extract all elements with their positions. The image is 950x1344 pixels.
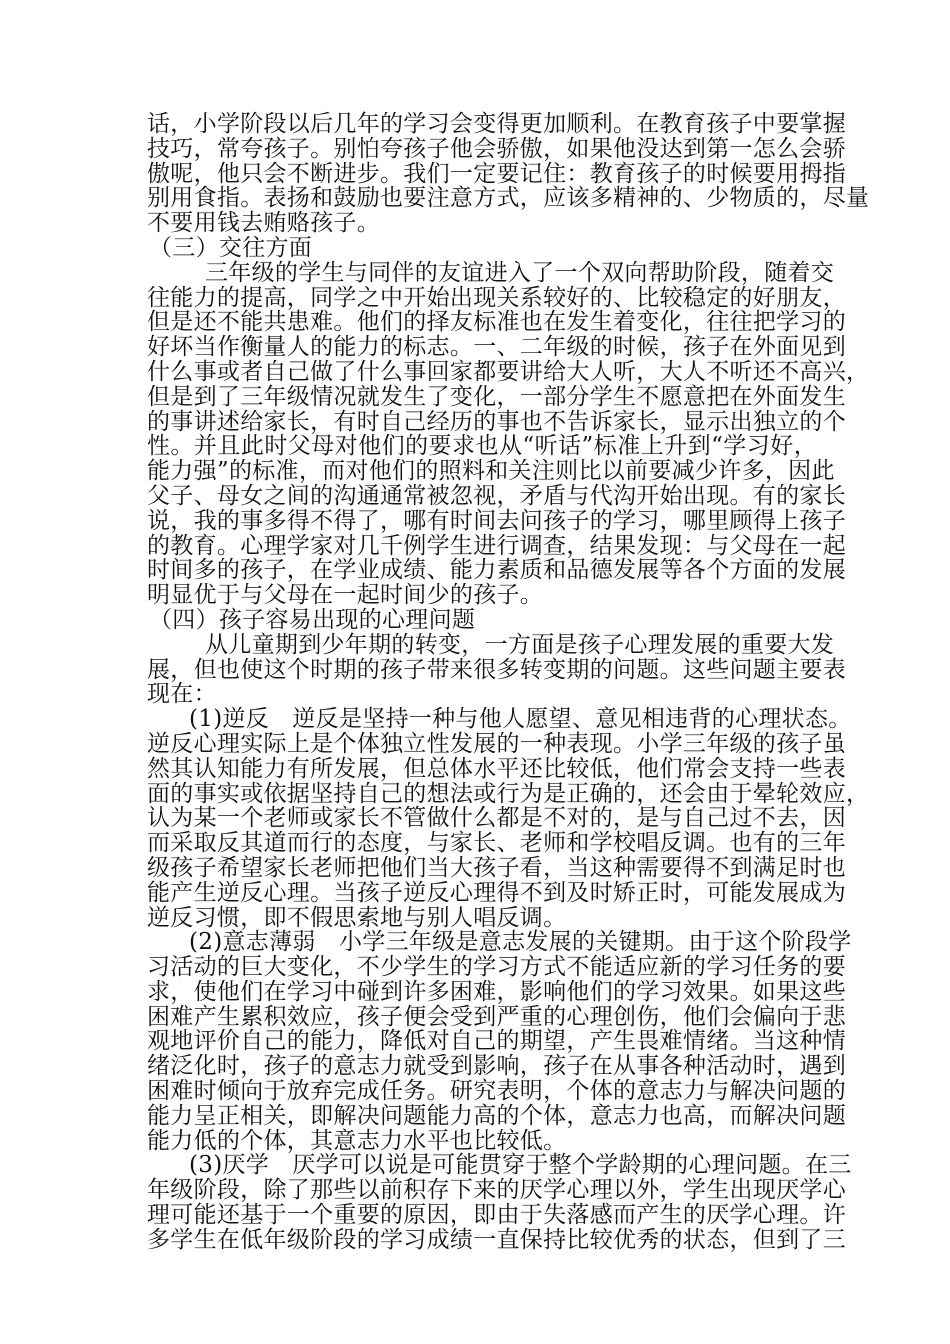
text-line: 话，小学阶段以后几年的学习会变得更加顺利。在教育孩子中要掌握	[147, 111, 846, 137]
para-social	[147, 259, 870, 609]
text-line: 能产生逆反心理。当孩子逆反心理得不到及时矫正时，可能发展成为	[147, 879, 846, 906]
para-rebellion	[147, 706, 870, 931]
text-line: 说，我的事多得不得了，哪有时间去问孩子的学习，哪里顾得上孩子	[147, 507, 846, 534]
text-line: 级孩子希望家长老师把他们当大孩子看，当这种需要得不到满足时也	[147, 854, 846, 881]
text-line: 明显优于与父母在一起时间少的孩子。	[147, 582, 544, 609]
para-school-aversion	[147, 1152, 852, 1253]
text-line: 往能力的提高，同学之中开始出现关系较好的、比较稳定的好朋友，	[147, 284, 846, 311]
text-line: 逆反习惯，即不假思索地与别人唱反调。	[147, 904, 567, 931]
text-line: 习活动的巨大变化，不少学生的学习方式不能适应新的学习任务的要	[147, 954, 846, 981]
heading-psych-problems: （四）孩子容易出现的心理问题	[149, 606, 476, 633]
para-weak-will	[147, 929, 852, 1154]
text-line: 什么事或者自己做了什么事回家都要讲给大人听，大人不听还不高兴，	[147, 358, 870, 385]
text-line: (1)逆反 逆反是坚持一种与他人愿望、意见相违背的心理状态。	[189, 706, 852, 733]
text-line: 父子、母女之间的沟通通常被忽视，矛盾与代沟开始出现。有的家长	[147, 482, 846, 509]
text-line: 性。并且此时父母对他们的要求也从“听话”标准上升到“学习好，	[147, 433, 817, 460]
text-line: 别用食指。表扬和鼓励也要注意方式，应该多精神的、少物质的，尽量	[147, 185, 870, 212]
text-line: 但是还不能共患难。他们的择友标准也在发生着变化，往往把学习的	[147, 309, 846, 336]
text-line: 傲呢，他只会不断进步。我们一定要记住：教育孩子的时候要用拇指	[147, 160, 846, 187]
para-praise-children	[147, 111, 870, 237]
text-line: 的教育。心理学家对几千例学生进行调查，结果发现：与父母在一起	[147, 532, 846, 559]
text-line: 的事讲述给家长，有时自己经历的事也不告诉家长，显示出独立的个	[147, 408, 846, 435]
text-line: 技巧，常夸孩子。别怕夸孩子他会骄傲，如果他没达到第一怎么会骄	[147, 135, 846, 162]
text-line: 时间多的孩子，在学业成绩、能力素质和品德发展等各个方面的发展	[147, 557, 846, 584]
text-line: 不要用钱去贿赂孩子。	[147, 210, 380, 237]
text-line: 从儿童期到少年期的转变，一方面是孩子心理发展的重要大发	[205, 631, 835, 658]
text-line: 而采取反其道而行的态度，与家长、老师和学校唱反调。也有的三年	[147, 830, 846, 857]
text-line: 能力低的个体，其意志力水平也比较低。	[147, 1127, 567, 1154]
text-line: 多学生在低年级阶段的学习成绩一直保持比较优秀的状态，但到了三	[147, 1226, 846, 1253]
text-line: 年级阶段，除了那些以前积存下来的厌学心理以外，学生出现厌学心	[147, 1177, 846, 1204]
text-line: 绪泛化时，孩子的意志力就受到影响，孩子在从事各种活动时，遇到	[147, 1053, 846, 1080]
text-line: 但是到了三年级情况就发生了变化，一部分学生不愿意把在外面发生	[147, 383, 846, 410]
text-line: 面的事实或依据坚持自己的想法或行为是正确的，还会由于晕轮效应，	[147, 780, 870, 807]
text-line: 认为某一个老师或家长不管做什么都是不对的，是与自己过不去，因	[147, 805, 846, 832]
text-line: 然其认知能力有所发展，但总体水平还比较低，他们常会支持一些表	[147, 755, 846, 782]
text-line: 现在：	[147, 681, 217, 708]
text-line: (3)厌学 厌学可以说是可能贯穿于整个学龄期的心理问题。在三	[189, 1152, 852, 1179]
text-line: 困难产生累积效应，孩子便会受到严重的心理创伤，他们会偏向于悲	[147, 1003, 846, 1030]
text-line: 求，使他们在学习中碰到许多困难，影响他们的学习效果。如果这些	[147, 978, 846, 1005]
text-line: 能力呈正相关，即解决问题能力高的个体，意志力也高，而解决问题	[147, 1102, 846, 1129]
text-line: 好坏当作衡量人的能力的标志。一、二年级的时候，孩子在外面见到	[147, 334, 846, 361]
text-line: 三年级的学生与同伴的友谊进入了一个双向帮助阶段，随着交	[205, 259, 835, 286]
document-body	[147, 111, 870, 1253]
heading-social: （三）交往方面	[149, 234, 313, 261]
text-line: (2)意志薄弱 小学三年级是意志发展的关键期。由于这个阶段学	[189, 929, 852, 956]
para-psych-intro	[147, 631, 846, 708]
text-line: 能力强”的标准，而对他们的照料和关注则比以前要减少许多，因此	[147, 458, 835, 485]
text-line: 展，但也使这个时期的孩子带来很多转变期的问题。这些问题主要表	[147, 656, 846, 683]
text-line: 逆反心理实际上是个体独立性发展的一种表现。小学三年级的孩子虽	[147, 730, 846, 757]
text-line: 理可能还基于一个重要的原因，即由于失落感而产生的厌学心理。许	[147, 1202, 846, 1229]
text-line: 观地评价自己的能力，降低对自己的期望，产生畏难情绪。当这种情	[147, 1028, 846, 1055]
text-line: 困难时倾向于放弃完成任务。研究表明，个体的意志力与解决问题的	[147, 1078, 846, 1105]
